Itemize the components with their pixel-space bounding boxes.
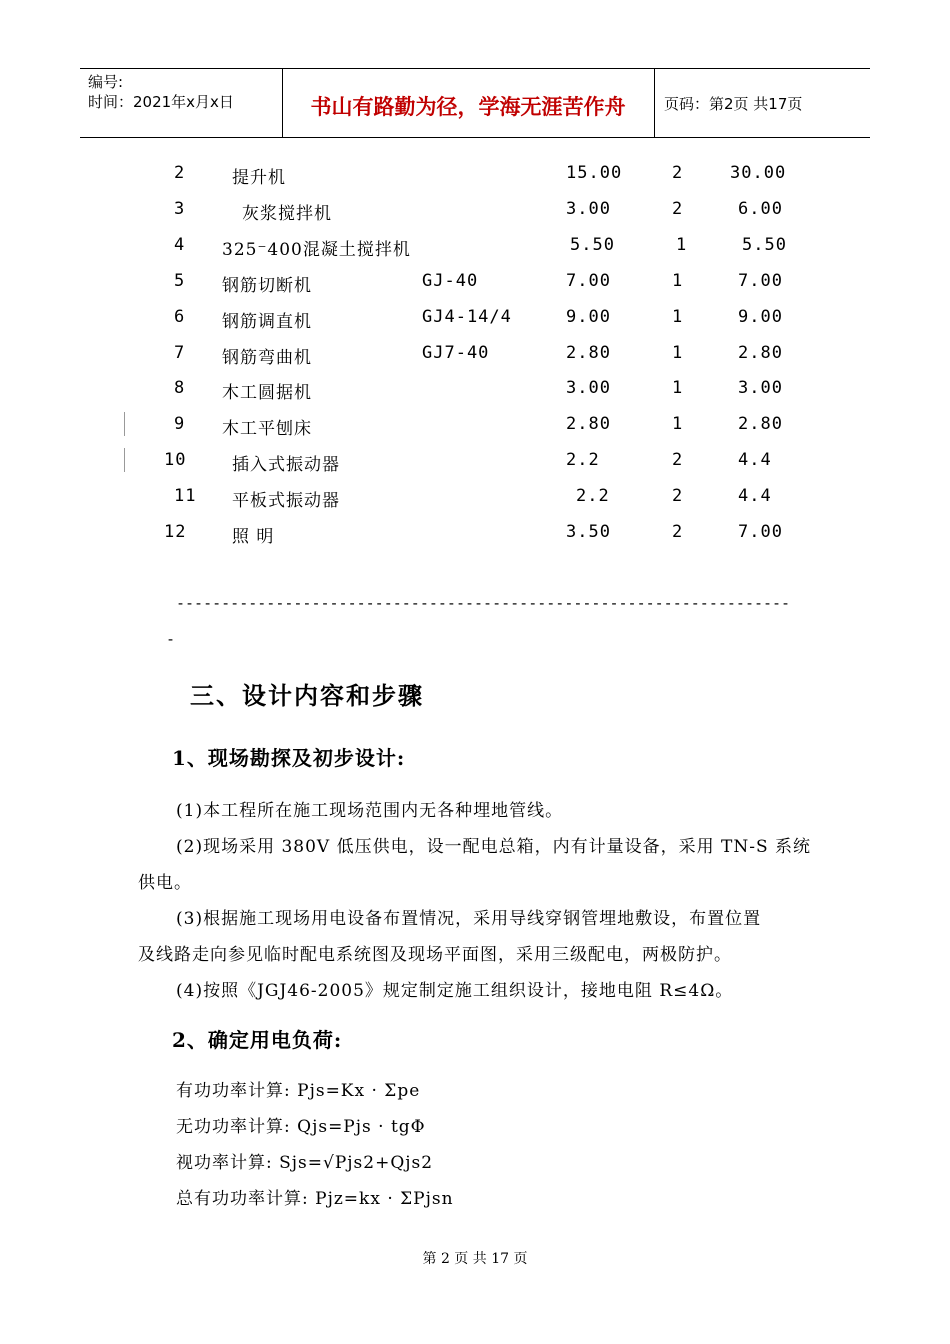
row-power: 5.50: [570, 235, 615, 255]
paragraph: (1)本工程所在施工现场范围内无各种埋地管线。: [176, 801, 564, 821]
paragraph: (4)按照《JGJ46-2005》规定制定施工组织设计，接地电阻 R≤4Ω。: [176, 981, 734, 1001]
row-model: GJ7-40: [422, 343, 490, 363]
row-power: 2.80: [566, 343, 611, 363]
row-no: 3: [174, 199, 186, 219]
header-motto: 书山有路勤为径，学海无涯苦作舟: [310, 95, 626, 119]
row-name: 钢筋弯曲机: [222, 348, 312, 368]
row-qty: 2: [672, 163, 684, 183]
row-qty: 2: [672, 486, 684, 506]
row-total: 7.00: [738, 271, 783, 291]
row-no: 6: [174, 307, 186, 327]
row-name: 钢筋调直机: [222, 312, 312, 332]
header-page-info: 页码：第2页 共17页: [664, 95, 803, 113]
row-power: 2.2: [576, 486, 610, 506]
paragraph: (3)根据施工现场用电设备布置情况，采用导线穿钢管埋地敷设，布置位置: [176, 909, 762, 929]
row-power: 7.00: [566, 271, 611, 291]
formula: 有功功率计算: Pjs=Kx · Σpe: [176, 1081, 421, 1101]
paragraph: 及线路走向参见临时配电系统图及现场平面图，采用三级配电，两极防护。: [138, 945, 732, 965]
row-qty: 1: [672, 414, 684, 434]
subsection-title-1: 1、现场勘探及初步设计:: [172, 746, 406, 770]
paragraph: (2)现场采用 380V 低压供电，设一配电总箱，内有计量设备，采用 TN-S 系统: [176, 837, 812, 857]
row-power: 3.50: [566, 522, 611, 542]
row-name: 照 明: [232, 527, 275, 547]
row-no: 10: [164, 450, 187, 470]
row-name: 灰浆搅拌机: [242, 204, 332, 224]
row-power: 3.00: [566, 378, 611, 398]
row-qty: 2: [672, 522, 684, 542]
row-qty: 1: [676, 235, 688, 255]
subsection-title-2: 2、确定用电负荷:: [172, 1028, 343, 1052]
row-name: 325⁻400混凝土搅拌机: [222, 240, 411, 260]
row-total: 2.80: [738, 414, 783, 434]
row-name: 插入式振动器: [232, 455, 340, 475]
row-no: 2: [174, 163, 186, 183]
row-total: 30.00: [730, 163, 787, 183]
row-total: 3.00: [738, 378, 783, 398]
row-qty: 1: [672, 378, 684, 398]
header-meta: [88, 72, 234, 112]
row-power: 15.00: [566, 163, 623, 183]
row-power: 2.2: [566, 450, 600, 470]
row-qty: 1: [672, 271, 684, 291]
header-divider: [654, 69, 655, 137]
separator-tail: -: [166, 630, 176, 648]
row-total: 4.4: [738, 486, 772, 506]
formula: 总有功功率计算: Pjz=kx · ΣPjsn: [176, 1189, 454, 1209]
row-total: 6.00: [738, 199, 783, 219]
row-qty: 1: [672, 307, 684, 327]
row-qty: 2: [672, 450, 684, 470]
row-model: GJ-40: [422, 271, 479, 291]
row-name: 钢筋切断机: [222, 276, 312, 296]
row-no: 4: [174, 235, 186, 255]
page-footer: 第 2 页 共 17 页: [422, 1251, 528, 1267]
row-total: 7.00: [738, 522, 783, 542]
paragraph: 供电。: [138, 873, 192, 893]
row-no: 8: [174, 378, 186, 398]
row-total: 9.00: [738, 307, 783, 327]
row-name: 平板式振动器: [232, 491, 340, 511]
row-no: 7: [174, 343, 186, 363]
row-power: 2.80: [566, 414, 611, 434]
row-name: 木工平刨床: [222, 419, 312, 439]
row-total: 2.80: [738, 343, 783, 363]
time-label: 时间：2021年x月x日: [88, 93, 234, 111]
section-title: 三、设计内容和步骤: [190, 681, 424, 710]
row-qty: 1: [672, 343, 684, 363]
row-name: 提升机: [232, 168, 286, 188]
formula: 无功功率计算: Qjs=Pjs · tgΦ: [176, 1117, 426, 1137]
row-no: 12: [164, 522, 187, 542]
page-header: [80, 68, 870, 138]
margin-mark: [124, 448, 125, 472]
row-power: 9.00: [566, 307, 611, 327]
number-label: 编号:: [88, 73, 124, 91]
row-qty: 2: [672, 199, 684, 219]
row-total: 5.50: [742, 235, 787, 255]
separator-line: --------------------------------------------------------------------: [176, 594, 791, 612]
row-no: 5: [174, 271, 186, 291]
row-name: 木工圆据机: [222, 383, 312, 403]
margin-mark: [124, 412, 125, 436]
row-total: 4.4: [738, 450, 772, 470]
formula: 视功率计算: Sjs=√Pjs2+Qjs2: [176, 1153, 434, 1173]
row-no: 9: [174, 414, 186, 434]
row-power: 3.00: [566, 199, 611, 219]
row-model: GJ4-14/4: [422, 307, 512, 327]
row-no: 11: [174, 486, 197, 506]
